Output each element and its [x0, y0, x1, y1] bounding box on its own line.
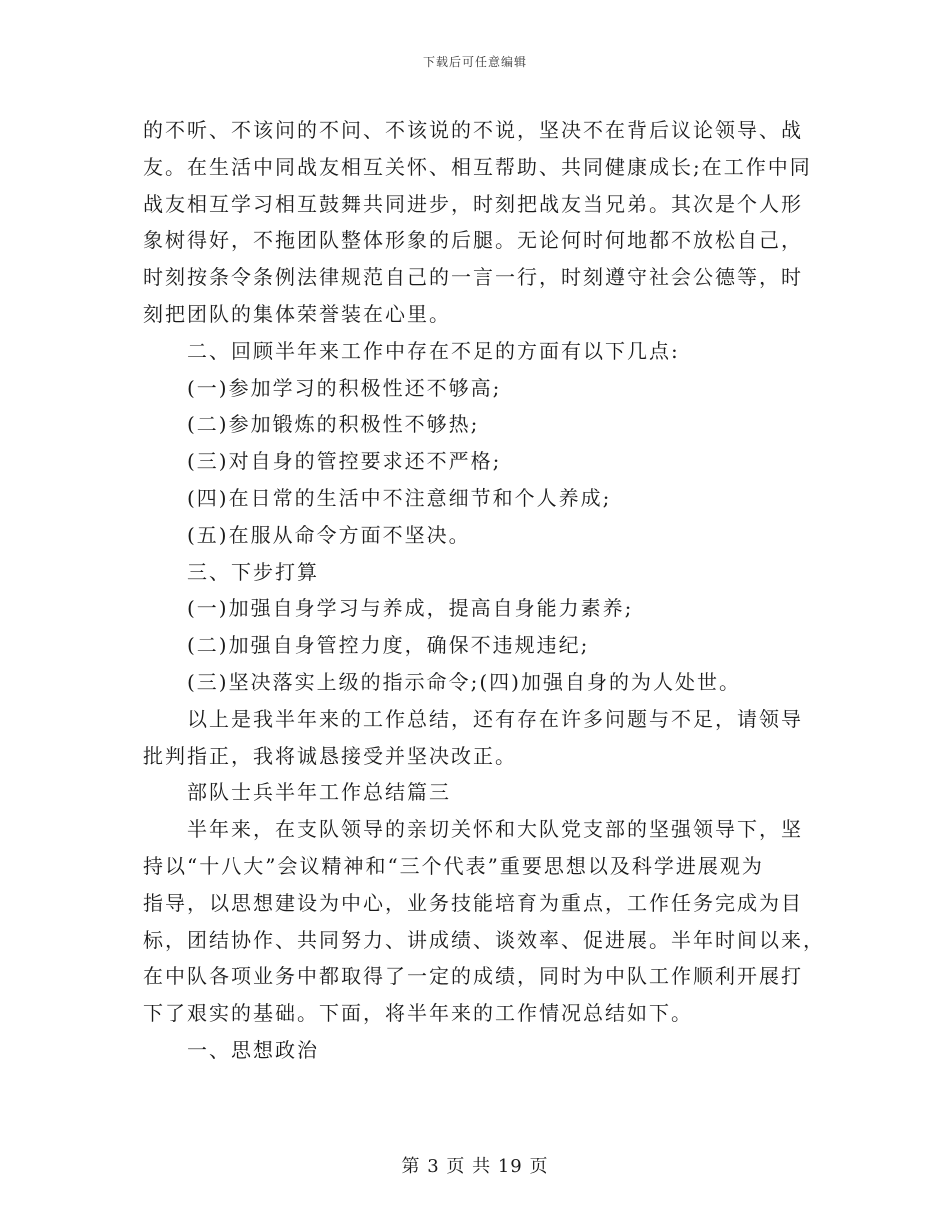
text-line: 以上是我半年来的工作总结，还有存在许多问题与不足，请领导 [187, 706, 803, 731]
text-line: 的不听、不该问的不问、不该说的不说，坚决不在背后议论领导、战 [143, 118, 803, 142]
text-line: (一)加强自身学习与养成，提高自身能力素养; [187, 596, 634, 621]
page-header: 下载后可任意编辑 [422, 55, 527, 69]
text-line: 下了艰实的基础。下面，将半年来的工作情况总结如下。 [143, 1001, 693, 1026]
text-line: (三)坚决落实上级的指示命令;(四)加强自身的为人处世。 [187, 669, 741, 694]
text-line: 象树得好，不拖团队整体形象的后腿。无论何时何地都不放松自己， [143, 228, 803, 253]
text-line: (二)加强自身管控力度，确保不违规违纪; [187, 633, 590, 658]
text-line: 在中队各项业务中都取得了一定的成绩，同时为中队工作顺利开展打 [143, 964, 803, 989]
text-line: (五)在服从命令方面不坚决。 [187, 522, 471, 547]
text-line: (三)对自身的管控要求还不严格; [187, 449, 502, 474]
text-line: 时刻按条令条例法律规范自己的一言一行，时刻遵守社会公德等，时 [143, 265, 803, 290]
text-line: (一)参加学习的积极性还不够高; [187, 375, 502, 400]
text-line: 批判指正，我将诚恳接受并坚决改正。 [143, 743, 517, 768]
text-line: 二、回顾半年来工作中存在不足的方面有以下几点: [187, 338, 680, 363]
text-line: 三、下步打算 [187, 559, 319, 584]
document-body [143, 112, 825, 1069]
text-line: 标，团结协作、共同努力、讲成绩、谈效率、促进展。半年时间以来， [143, 927, 825, 952]
text-line: (四)在日常的生活中不注意细节和个人养成; [187, 485, 612, 510]
text-line: 半年来，在支队领导的亲切关怀和大队党支部的坚强领导下，坚 [187, 817, 803, 842]
text-line: (二)参加锻炼的积极性不够热; [187, 412, 480, 437]
text-line: 部队士兵半年工作总结篇三 [187, 780, 451, 805]
text-line: 战友相互学习相互鼓舞共同进步，时刻把战友当兄弟。其次是个人形 [143, 191, 803, 216]
text-line: 持以“十八大”会议精神和“三个代表”重要思想以及科学进展观为 [143, 853, 764, 878]
text-line: 指导，以思想建设为中心，业务技能培育为重点，工作任务完成为目 [143, 890, 803, 915]
page-number-footer: 第 3 页 共 19 页 [401, 1156, 549, 1177]
text-line: 友。在生活中同战友相互关怀、相互帮助、共同健康成长;在工作中同 [143, 154, 812, 179]
text-line: 一、思想政治 [187, 1037, 319, 1062]
text-line: 刻把团队的集体荣誉装在心里。 [143, 301, 451, 326]
